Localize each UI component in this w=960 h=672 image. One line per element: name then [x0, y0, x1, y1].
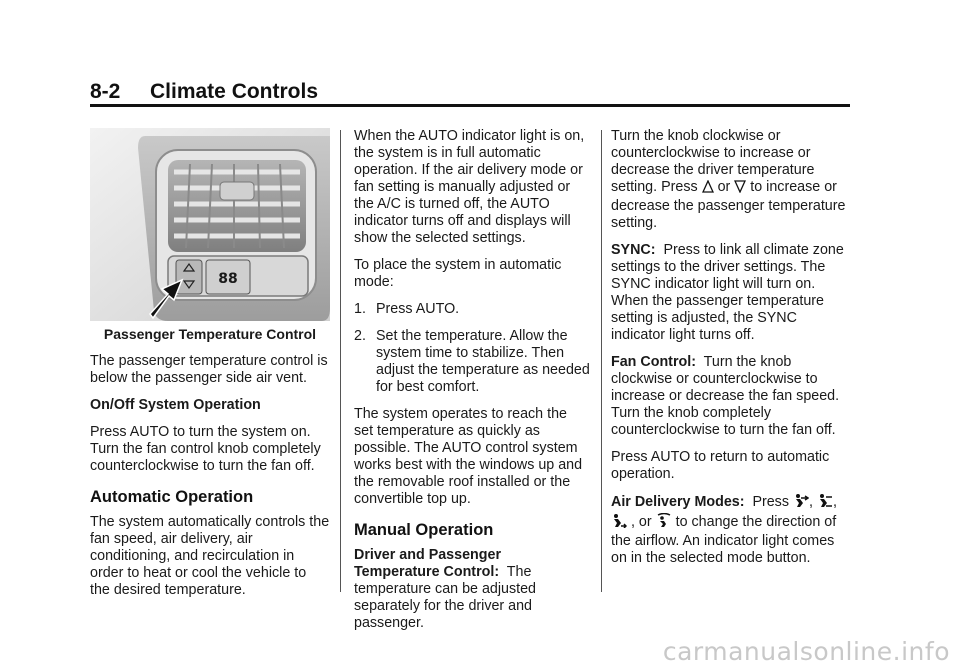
or-decrease-text: or decrease the passenger temperature setting. — [611, 179, 846, 231]
column-divider-1 — [340, 130, 341, 592]
fan-control-label: Fan Control: — [611, 354, 696, 370]
comma-text: , — [808, 494, 813, 510]
setting-press-text: setting. Press — [611, 179, 698, 195]
list-text: Set the temperature. Allow the system time to stabilize. Then adjust the temperature as needed for best comfort. — [376, 328, 590, 395]
onoff-paragraph: Press AUTO to turn the system on. Turn the fan control knob completely counterclockwise to turn the fan off. — [90, 424, 321, 474]
driver-passenger-text: The temperature can be adjusted separately for the driver and passenger. — [354, 564, 537, 631]
bi-level-mode-icon — [817, 493, 833, 513]
sync-paragraph — [611, 242, 853, 344]
air-delivery-text: to change the direction of the airflow. An indicator light comes on in the selected mode button. — [611, 514, 837, 566]
place-system-intro: To place the system in automatic mode: — [354, 257, 562, 290]
list-item — [354, 328, 590, 396]
column-2 — [354, 128, 590, 642]
vent-mode-icon — [793, 493, 809, 513]
section-title: Climate Controls — [150, 80, 319, 103]
automatic-operation-paragraph: The system automatically controls the fan speed, air delivery, air conditioning, and recirculation in order to heat or cool the vehicle to the desired temperature. — [90, 514, 330, 598]
watermark: carmanualsonline.info — [662, 637, 950, 666]
figure-caption: Passenger Temperature Control — [103, 326, 317, 342]
automatic-operation-heading: Automatic Operation — [90, 488, 254, 506]
column-3 — [611, 128, 853, 577]
intro-paragraph: The passenger temperature control is below the passenger side air vent. — [90, 353, 328, 386]
comma-text: , — [832, 494, 837, 510]
driver-passenger-label: Driver and Passenger Temperature Control: — [354, 547, 502, 580]
list-number: 2. — [354, 328, 366, 344]
sync-label: SYNC: — [611, 242, 656, 258]
down-triangle-icon — [734, 180, 746, 198]
fan-control-paragraph — [611, 354, 853, 439]
or-after-text: , or — [630, 514, 652, 530]
manual-operation-heading: Manual Operation — [354, 521, 494, 539]
onoff-heading: On/Off System Operation — [90, 397, 261, 413]
driver-passenger-paragraph — [354, 547, 590, 632]
page-header — [90, 80, 850, 104]
or-text: or — [717, 179, 731, 195]
list-text: Press AUTO. — [376, 301, 460, 317]
list-item — [354, 301, 590, 318]
list-number: 1. — [354, 301, 366, 317]
auto-indicator-paragraph: When the AUTO indicator light is on, the system is in full automatic operation. If the air delivery mode or fan setting is manually adjusted or the A/C is turned off, the AUTO indicator turns off and displays will show the selected settings. — [354, 128, 585, 246]
sync-text: Press to link all climate zone settings to the driver settings. The SYNC indicator light will turn on. When the passenger temperature setting is adjusted, the SYNC indicator light turns off. — [611, 242, 844, 343]
air-delivery-paragraph — [611, 493, 853, 567]
passenger-temperature-figure — [90, 128, 330, 321]
temperature-display: 88 — [218, 271, 238, 287]
temperature-knob-paragraph — [611, 128, 853, 232]
to-increase-text: to increase — [750, 179, 821, 195]
header-rule — [90, 104, 850, 107]
column-divider-2 — [601, 130, 602, 592]
section-number: 8-2 — [90, 80, 121, 103]
auto-return-paragraph: Press AUTO to return to automatic operation. — [611, 449, 830, 482]
up-triangle-icon — [702, 180, 714, 198]
floor-mode-icon — [611, 513, 627, 533]
air-delivery-label: Air Delivery Modes: — [611, 494, 745, 510]
vent-illustration — [90, 128, 330, 321]
fan-control-text: Turn the knob clockwise or counterclockwise to increase or decrease the fan speed. Turn the knob completely counterclockwise to turn the fan off. — [611, 354, 840, 438]
reach-temperature-paragraph: The system operates to reach the set temperature as quickly as possible. The AUTO control system works best with the windows up and the removable roof installed or the convertible top up. — [354, 406, 583, 507]
press-text: Press — [752, 494, 789, 510]
knob-text: Turn the knob clockwise or counterclockwise to increase or decrease the driver temperature — [611, 128, 815, 178]
column-1 — [90, 128, 330, 609]
defog-mode-icon — [656, 513, 672, 533]
